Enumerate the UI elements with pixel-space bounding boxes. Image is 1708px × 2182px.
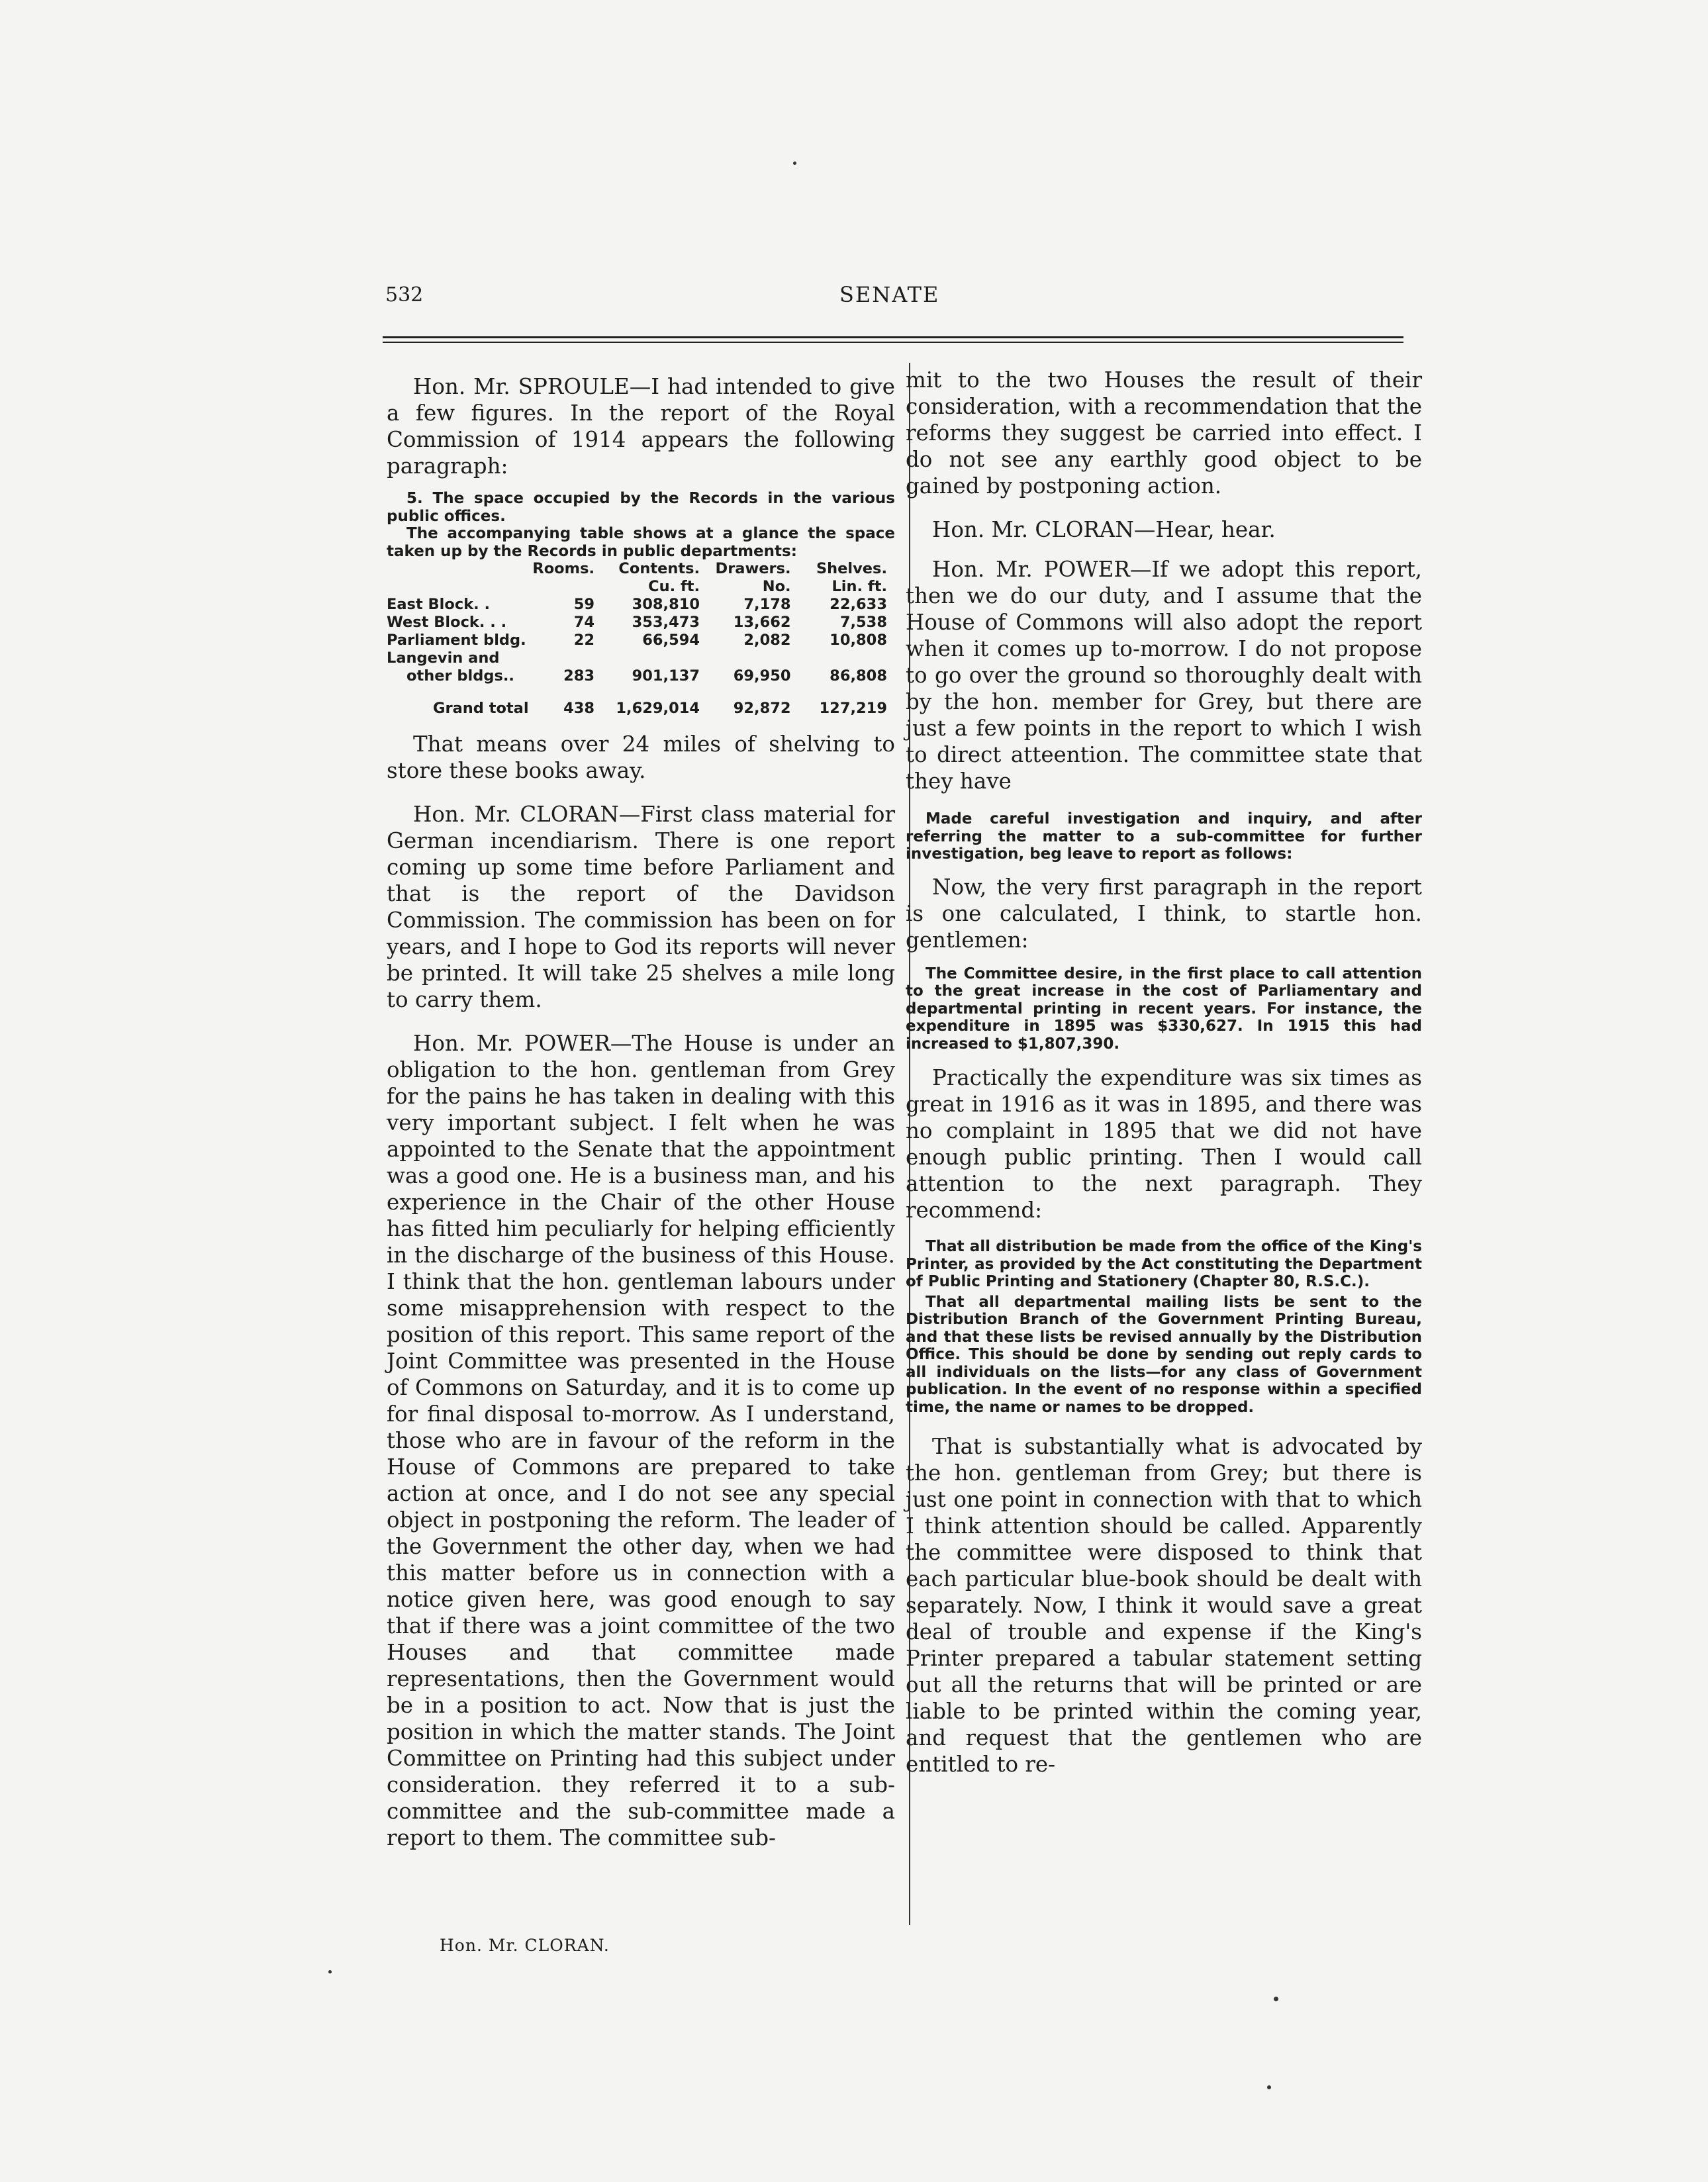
paragraph-shelving: That means over 24 miles of shelving to store these books away. [387,732,895,783]
total-shelves: 127,219 [819,700,887,717]
unit-shelves: Lin. ft. [831,578,887,595]
row-label: East Block. . [387,596,491,613]
total-contents: 1,629,014 [616,700,700,717]
cell-rooms: 283 [563,667,595,685]
total-drawers: 92,872 [733,700,791,717]
paragraph-first-paragraph: Now, the very first paragraph in the report is one calculated, I think, to startle hon. gentlemen: [906,874,1422,953]
footer-speaker-note: Hon. Mr. CLORAN. [440,1936,610,1955]
scan-speck [328,1970,332,1973]
page-number: 532 [385,283,424,307]
unit-drawers: No. [762,578,791,595]
scan-speck [793,162,796,165]
table-total-row [387,685,887,718]
paragraph-power-adopt: Hon. Mr. POWER—If we adopt this report, then we do our duty, and I assume that the House of Commons will also adopt the report when it comes up to-morrow. I do not propose to go over the ground so thoroughly dealt with by the hon. member for Grey, but there are just a few points in the report to which I wish to direct atteention. The committee state that they have [906,557,1422,794]
quote-committee-investigation: Made careful investigation and inquiry, and after referring the matter to a sub-committee for further investigation, beg leave to report as follows: [906,810,1422,863]
cell-contents: 66,594 [642,632,700,649]
quote-mailing-lists: That all departmental mailing lists be sent to the Distribution Branch of the Government Printing Bureau, and that these lists be revised annually by the Distribution Office. This should be done by sending out reply cards to all individuals on the lists—for any class of Government publication. In the event of no response within a specified time, the name or names to be dropped. [906,1293,1422,1416]
table-row [387,667,887,685]
paragraph-cloran-hear: Hon. Mr. CLORAN—Hear, hear. [932,517,1276,542]
scan-speck [1267,2085,1271,2089]
table-row [387,614,887,632]
paragraph-power: Hon. Mr. POWER—The House is under an obligation to the hon. gentleman from Grey for the pains he has taken in dealing with this very important subject. I felt when he was appointed to the Senate that the appointment was a good one. He is a business man, and his experience in the Chair of the other House has fitted him peculiarly for helping efficiently in the discharge of the business of this House. I think that the hon. gentleman labours under some misapprehension with respect to the position of this report. This same report of the Joint Committee was presented in the House of Commons on Saturday, and it is to come up for final disposal to-morrow. As I understand, those who are in favour of the reform in the House of Commons are prepared to take action at once, and I do not see any special object in postponing the reform. The leader of the Government the other day, when we had this matter before us in connection with a notice given here, was good enough to say that if there was a joint committee of the two Houses and that committee made representations, then the Government would be in a position to act. Now that is just the position in which the matter stands. The Joint Committee on Printing had this subject under consideration. they referred it to a sub-committee and the sub-committee made a report to them. The committee sub- [387,1031,895,1850]
paragraph-cloran: Hon. Mr. CLORAN—First class material for German incendiarism. There is one report coming up some time before Parliament and that is the report of the Davidson Commission. The commission has been on for years, and I hope to God its reports will never be printed. It will take 25 shelves a mile long to carry them. [387,802,895,1012]
col-head-contents: Contents. [618,560,700,577]
left-column [387,367,895,1851]
table-row [387,649,887,667]
cell-shelves: 7,538 [839,614,887,631]
table-row [387,596,887,614]
paragraph-continuation: mit to the two Houses the result of their consideration, with a recommendation that the reforms they suggest be carried into effect. I do not see any earthly good object to be gained by postponing action. [906,367,1422,498]
cell-drawers: 7,178 [743,596,791,613]
paragraph-substantially: That is substantially what is advocated by the hon. gentleman from Grey; but there is just one point in connection with that to which I think attention should be called. Apparently the committee were disposed to think that each particular blue-book should be dealt with separately. Now, I think it would save a great deal of trouble and expense if the King's Printer prepared a tabular statement setting out all the returns that will be printed or are liable to be printed within the coming year, and request that the gentlemen who are entitled to re- [906,1434,1422,1777]
running-head: SENATE [839,282,940,307]
quote-distribution: That all distribution be made from the office of the King's Printer, as provided by the Act constituting the Department of Public Printing and Stationery (Chapter 80, R.S.C.). [906,1238,1422,1290]
right-column [906,367,1422,1778]
row-label: Parliament bldg. [387,632,526,649]
scan-speck [1274,1997,1278,2001]
row-label: West Block. . . [387,614,507,631]
cell-rooms: 74 [573,614,595,631]
unit-contents: Cu. ft. [648,578,700,595]
row-label: other bldgs.. [406,667,514,685]
total-rooms: 438 [563,700,595,717]
cell-drawers: 13,662 [733,614,791,631]
paragraph-sproule: Hon. Mr. SPROULE—I had intended to give a few figures. In the report of the Royal Commission of 1914 appears the following paragraph: [387,374,895,479]
col-head-shelves: Shelves. [816,560,887,577]
cell-contents: 901,137 [632,667,700,685]
cell-shelves: 22,633 [830,596,887,613]
records-table [387,560,887,718]
table-header-row [387,560,887,578]
header-rule-secondary [383,342,1403,343]
paragraph-expenditure: Practically the expenditure was six times as great in 1916 as it was in 1895, and there was no complaint in 1895 that we did not have enough public printing. Then I would call attention to the next paragraph. They recommend: [906,1065,1422,1223]
quote-table-intro: The accompanying table shows at a glance the space taken up by the Records in public departments: [387,525,895,560]
cell-rooms: 22 [573,632,595,649]
quote-records-space: 5. The space occupied by the Records in the various public offices. [387,490,895,525]
col-head-rooms: Rooms. [532,560,595,577]
cell-rooms: 59 [573,596,595,613]
header-rule [383,336,1403,338]
quote-cost-increase: The Committee desire, in the first place to call attention to the great increase in the cost of Parliamentary and departmental printing in recent years. For instance, the expenditure in 1895 was $330,627. In 1915 this had increased to $1,807,390. [906,965,1422,1053]
total-label: Grand total [433,700,529,717]
row-label: Langevin and [387,649,500,667]
cell-drawers: 2,082 [743,632,791,649]
cell-shelves: 86,808 [830,667,887,685]
table-row [387,632,887,649]
cell-contents: 308,810 [632,596,700,613]
table-units-row [387,578,887,596]
cell-contents: 353,473 [632,614,700,631]
cell-shelves: 10,808 [830,632,887,649]
cell-drawers: 69,950 [733,667,791,685]
col-head-drawers: Drawers. [715,560,791,577]
